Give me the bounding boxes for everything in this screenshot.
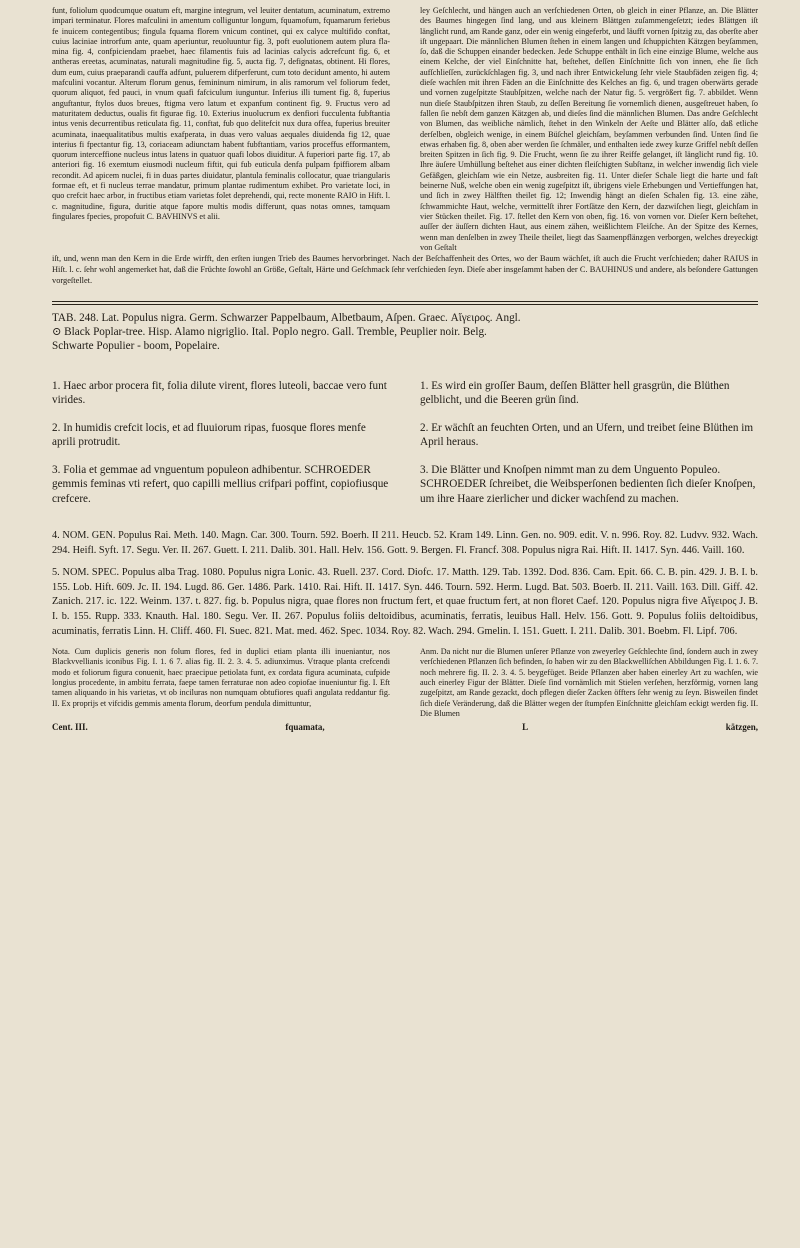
nota-latin-text: Nota. Cum duplicis generis non folum flores, fed in duplici etiam planta illi inueniantur, nos Blackvvellianis iconibus Fig. I. 1. 6 7. alias fig. II. 2. 3. 4. 5. adiunximus. Vtraque planta crefcendi modo et foliorum figura conuenit, haec praecipue petiolata funt, ex cordata figura acuminata, cufpide longius procedente, in ambitu ferrata, faepe tamen ferraturae non adeo copiofae inueniuntur fig. I. Eft tamen aliquando in his varietas, vt ob inciluras non numquam obtufiores quafi angulata reddantur fig. II. Ex proprijs et vifcidis gemmis amenta florum, deorfum pendula dimittuntur, <box>52 647 390 708</box>
nomen-specificum: 5. NOM. SPEC. Populus alba Trag. 1080. Populus nigra Lonic. 43. Ruell. 237. Cord. Diofc. 17. Matth. 129. Tab. 1392. Dod. 836. Cam. Epit. 66. C. B. pin. 429. J. B. I. b. 155. Lob. Hift. 609. Jc. II. 194. Lugd. 86. Ger. 1486. Park. 1410. Rai. Hift. II. 1417. Syn. 446. Tourn. 592. Herm. Lugd. Bat. 503. Boerb. II. 211. Vaill. 163. Dill. Giff. 42. Zanich. 217. ic. 122. Weinm. 137. t. 827. fig. b. Populus nigra, quae flores non fructum fert, et quae fructum fert, at non floret Caef. 120. Populus nigra five Αἴγειρος J. B. I. b. 155. Rupp. 333. Knauth. Hal. 180. Segu. Ver. II. 267. Populus foliis deltoidibus, acuminatis, ferratis, leuibus Hall. Helv. 156. Gott. 9. Populus foliis deltoidibus, acuminatis, ferratis Linn. H. Cliff. 460. Fl. Suec. 821. Mat. med. 462. Spec. 1034. Roy. 82. Wach. 294. Gmelin. I. 151. Guett. I. 211. Dalib. 301. Boebm. Fl. Lipf. 706. <box>52 567 758 637</box>
nomenclature <box>52 529 758 639</box>
tab-heading-line-1: TAB. 248. Lat. Populus nigra. Germ. Schwarzer Pappelbaum, Albetbaum, Aſpen. Graec. Αἴγειρος. Angl. <box>52 311 521 324</box>
upper-columns <box>52 6 758 253</box>
section-rule-top <box>52 301 758 302</box>
nota-german-column <box>420 647 758 719</box>
signature-mark: L <box>522 722 529 733</box>
latin-catchword: fquamata, <box>285 722 325 733</box>
german-description-text: ley Geſchlecht, und hängen auch an verſchiedenen Orten, ob gleich in einer Pflanze, an. Die Blätter des Baumes hingegen ſind lang, und aus kleinern Blättgen zuſammengeſetzt; iedes Blättgen iſt länglicht rund, am Rande ganz, oder ein wenig eingeferbt, und läufft vornen ſpitzig zu, das oberſte aber iſt ungepaart. Die männlichen Blumen ſtehen in einem langen und ſchuppichten Kätzgen beyſammen, ſo, daß die Schuppen einander bedecken. Jede Schuppe enthält in ſich eine einzige Blume, welche aus einem Kelche, der viel Einſchnitte hat, beſtehet, deſſen Einſchnitte ſich von innen, ehe ſie ſich aufſchlieſſen, zurückſchlagen fig. 3, und nach ihrer Entwickelung ſehr viele Staubfäden zeigen fig. 4; dieſe wachſen mit ihren Fäden an die Einſchnitte des Kelches an fig. 6, und tragen oberwärts gerade und vornen zugeſpitzte Staubſpitzen, welche nach der Natur fig. 5. vergrößert fig. 7. abbildet. Wenn nun dieſe Staubſpitzen ihren Staub, zu deſſen Bereitung ſie vornemlich dienen, ausgeſtreuet haben, ſo fallen ſie nebſt dem ganzen Kätzgen ab, und dieſes ſind die männlichen Blumen. Das andre Geſchlecht von Blumen, das weibliche nämlich, ſtehet in den Winkeln der Aeſte und Blätter alſo, daß etliche derſelben, obgleich wenige, in einem Büſchel gleichſam, beyſammen verbunden ſind. Unten ſind ſie etwas erhaben fig. 8, oben aber werden ſie ſchmäler, und enthalten iede zwey kurze Griffel nebſt deſſen breiten Spitzen in ſich fig. 9. Die Frucht, wenn ſie zu ihrer Reiffe gelanget, iſt länglicht rund fig. 10. Ihre äuſere Umhüllung beſtehet aus einer dichten fleiſchigten Subſtanz, in welcher inwendig ſich viele Gefäßgen, gleichſam wie ein Netze, ausbreiten fig. 11. Unter dieſer Schale liegt die harte und faſt beinerne Nuß, welche oben ein wenig zugeſpitzt iſt, übrigens viele Erhebungen und Vertieffungen hat, und ſich in zwey Hälfften theilet fig. 12; Inwendig hängt an dieſen Schalen fig. 13. eine zähe, ſchwammichte Haut, welche, vermittelſt ihrer Fortſätze den Kern, der dazwiſchen liegt, gleichſam in vier Stücken theilet. Fig. 17. ſtellet den Kern von oben, fig. 16. von vornen vor. Dieſer Kern beſtehet, auſſer der äuſſern dichten Haut, aus einem zähen, weißlichtem Fleiſche. An der Spitze des Kernes, wenn man denſelben in zwey Theile theilet, liegt das Saamenpflänzgen verborgen, welches dreyeckigt von Geſtalt <box>420 6 758 252</box>
latin-description-text: funt, foliolum quodcumque ouatum eft, margine integrum, vel leuiter dentatum, acuminatum, extremo impari terminatur. Flores mafculini in amentum colliguntur longum, fquamofum, fquamarum feriebus fe inuicem contegentibus; fingula fquama florem vnicum continet, qui ex calyce multifido conftat, cuius laciniae introrfum ante, quam aperiuntur, reuoluuntur fig. 3, poft euolutionem autem plura flamina fig. 4, confpiciendam praebet, haec filamentis fuis ad lacinias calycis adcrefcunt fig. 6, et antheras ereetas, acuminatas, naturali magnitudine fig. 5, aucta fig. 7, defignatas, obtinent. Hi flores, dum eum, cuius praeparandi cauffa adfunt, puluerem difperferunt, cum toto decidunt amento, hi autem mafculini vocantur. Alterum florum genus, femininum nimirum, in alis ramorum vel foliorum fedet, quorum aliquot, fed pauci, in vnum quafi fafciculum iunguntur. Inferius illi tument fig. 8, fuperius anguftantur, ftylos duos breues, ftigma vero latum et expanfum continent fig. 9. Fructus vero ad maturitatem deductus, oualis fit figurae fig. 10. Exterius inuolucrum ex denfiori fucculenta fubftantia intus venis decurrentibus reticulata fig. 11, conftat, fub quo delitefcit nux dura offea, fuperius breuiter acuminata, inaequalitatibus multis exafperata, in duas vero valuas aequales diuidenda fig 12, quae interius fi fpectantur fig. 13, coriaceam adiunctam habent fubftantiam, varios proceffus efformantem, quorum interceffione nucleus intus latens in quatuor quafi lobos diuiditur. A fuperiori parte fig. 17, ab anteriori fig. 16 exemtum eiusmodi nucleum fiftit, qui fub euticula denfa pulpam fpiffiorem albam recondit. Ad apicem nuclei, fi in duas partes diuidatur, plantula feminalis collocatur, quae triangularis formae eft, et fi nucleus terrae mandatur, primum plantae rudimentum exhibet. Pro varietate loci, in quo crefcit haec arbor, in fructibus etiam varietas folet deprehendi, qui, recte monente RAIO in Hift. l. c. magnitudine, figura, duritie atque fapore multis modis differunt, quas notas omnes, tamquam fingulares fpecies, propofuit C. BAVHINVS et alii. <box>52 6 390 221</box>
german-paragraph-2: 2. Er wächſt an feuchten Orten, und an Ufern, und treibet ſeine Blüthen im April heraus. <box>420 421 754 449</box>
latin-paragraph-1: 1. Haec arbor procera fit, folia dilute virent, flores luteoli, baccae vero funt virides. <box>52 379 387 407</box>
latin-description-column <box>52 6 390 253</box>
tab-heading-line-3: Schwarte Populier - boom, Popelaire. <box>52 339 220 352</box>
tab-heading-line-2: ⊙ Black Poplar-tree. Hisp. Alamo nigriglio. Ital. Poplo negro. Gall. Tremble, Peuplier noir. Belg. <box>52 325 487 338</box>
nota-german-text: Anm. Da nicht nur die Blumen unſerer Pflanze von zweyerley Geſchlechte ſind, ſondern auch in zwey verſchiedenen Pflanzen ſich befinden, ſo haben wir zu den Blackwelliſchen Abbildungen Fig. I. 1. 6. 7. noch mehrere fig. II. 2. 3. 4. 5. beygefüget. Beide Pflanzen aber haben einerley Art zu wachſen, wie auch einerley Figur der Blätter. Dieſe ſind vornämlich mit Stielen verſehen, herzförmig, vornen lang zugeſpitzt, am Rande gezackt, doch pflegen dieſer Zacken öffters ſehr wenig zu ſeyn. Bisweilen findet ſich dieſe Veränderung, daß die Blätter wegen der ſtumpfen Einſchnitte gleichſam eckigt werden fig. II. Die Blumen <box>420 647 758 718</box>
latin-paragraphs <box>52 379 390 520</box>
german-description-tail: iſt, und, wenn man den Kern in die Erde wirfft, den erſten iungen Trieb des Baumes hervorbringet. Nach der Beſchaffenheit des Ortes, wo der Baum wächſet, iſt auch die Frucht verſchieden; daher RAIUS in Hiſt. l. c. ſehr wohl angemerket hat, daß die Früchte ſowohl an Größe, Geſtalt, Härte und Geſchmack ſehr verſchieden ſeyn. Dieſe aber insgeſammt haben der C. BAUHINUS und andere, als beſondere Gattungen vorgeſtellet. <box>52 254 758 285</box>
numbered-paragraphs <box>52 379 758 520</box>
latin-paragraph-3: 3. Folia et gemmae ad vnguentum populeon adhibentur. SCHROEDER gemmis feminas vti refert, quo capilli mellius crifpari poffint, copiofiusque crefcere. <box>52 463 389 505</box>
century-mark: Cent. III. <box>52 722 88 733</box>
nomen-genericum: 4. NOM. GEN. Populus Rai. Meth. 140. Magn. Car. 300. Tourn. 592. Boerh. II 211. Heucb. 52. Kram 149. Linn. Gen. no. 909. edit. V. n. 996. Roy. 82. Ludvv. 932. Wach. 294. Heifl. Syft. 17. Segu. Ver. II. 267. Guett. I. 211. Dalib. 301. Hall. Helv. 156. Gott. 9. Bergen. Fl. Francf. 308. Populus nigra Rai. Hift. II. 1417. Syn. 446. Vaill. 160. <box>52 530 758 556</box>
latin-paragraph-2: 2. In humidis crefcit locis, et ad fluuiorum ripas, fuosque flores menfe aprili protrudit. <box>52 421 366 449</box>
nota-columns <box>52 647 758 719</box>
section-rule-bottom <box>52 304 758 305</box>
nota-latin-column <box>52 647 390 719</box>
german-paragraph-3: 3. Die Blätter und Knoſpen nimmt man zu dem Unguento Populeo. SCHROEDER ſchreibet, die Weibsperſonen bedienten ſich dieſer Knoſpen, um ihre Haare zierlicher und dicker wachſend zu machen. <box>420 463 756 505</box>
german-description-column <box>420 6 758 253</box>
page-footer <box>52 722 758 732</box>
tab-heading <box>52 311 758 353</box>
german-paragraph-1: 1. Es wird ein groſſer Baum, deſſen Blätter hell grasgrün, die Blüthen gelblicht, und die Beeren grün ſind. <box>420 379 730 407</box>
german-catchword: kätzgen, <box>725 722 758 733</box>
german-paragraphs <box>420 379 758 520</box>
